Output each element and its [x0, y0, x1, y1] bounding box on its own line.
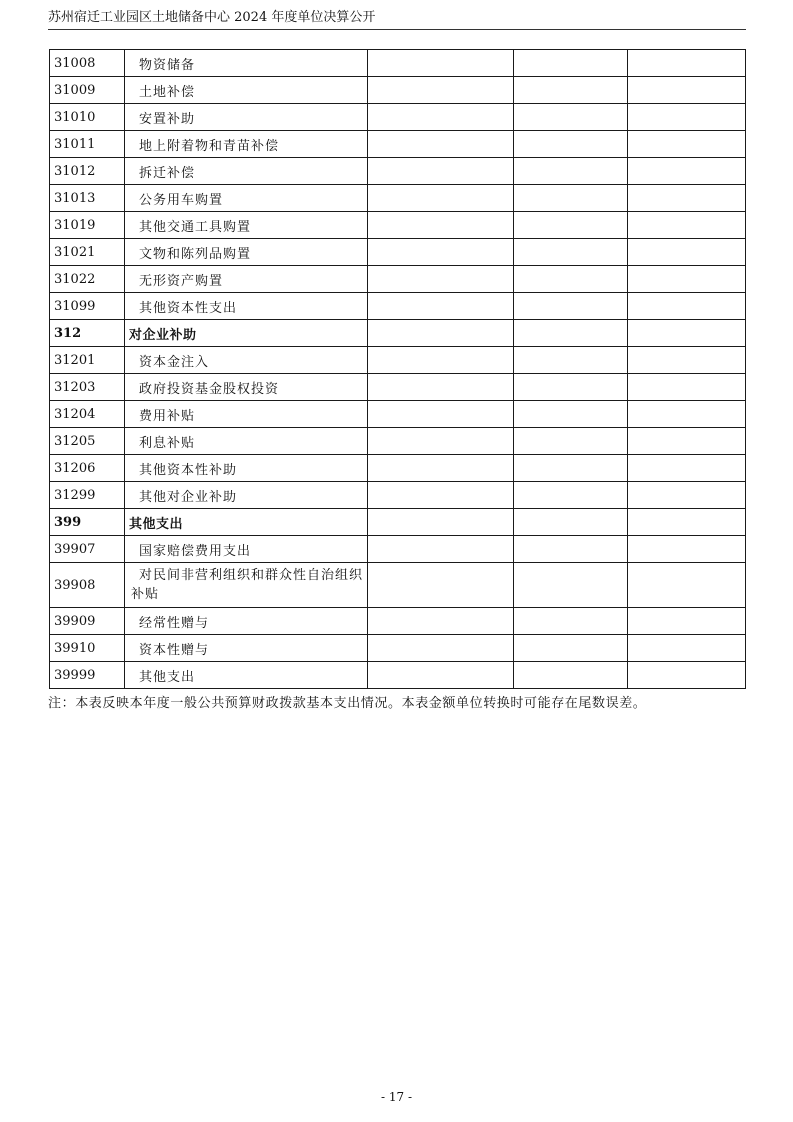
row-value-cell	[368, 455, 514, 482]
row-value-cell	[368, 293, 514, 320]
row-value-cell	[368, 158, 514, 185]
table-row	[50, 77, 746, 104]
row-value-cell	[368, 536, 514, 563]
table-note: 注：本表反映本年度一般公共预算财政拨款基本支出情况。本表金额单位转换时可能存在尾数误差。	[48, 696, 647, 711]
row-value-cell	[514, 401, 628, 428]
row-value-cell	[514, 293, 628, 320]
row-value-cell	[628, 320, 746, 347]
row-name: 公务用车购置	[125, 185, 368, 212]
row-value-cell	[514, 347, 628, 374]
row-value-cell	[368, 428, 514, 455]
row-value-cell	[368, 131, 514, 158]
row-value-cell	[514, 185, 628, 212]
row-code: 31008	[50, 50, 125, 77]
row-code: 312	[50, 320, 125, 347]
row-code: 31205	[50, 428, 125, 455]
row-value-cell	[628, 104, 746, 131]
table-row	[50, 563, 746, 608]
row-code: 31022	[50, 266, 125, 293]
row-value-cell	[514, 482, 628, 509]
row-value-cell	[628, 428, 746, 455]
row-code: 31201	[50, 347, 125, 374]
expenditure-table	[49, 49, 746, 689]
row-name: 土地补偿	[125, 77, 368, 104]
row-value-cell	[628, 239, 746, 266]
row-value-cell	[628, 158, 746, 185]
row-code: 31009	[50, 77, 125, 104]
row-value-cell	[368, 212, 514, 239]
row-value-cell	[368, 608, 514, 635]
row-value-cell	[514, 563, 628, 608]
row-name: 物资储备	[125, 50, 368, 77]
row-value-cell	[368, 662, 514, 689]
row-value-cell	[514, 455, 628, 482]
table-row	[50, 212, 746, 239]
table-row	[50, 131, 746, 158]
row-value-cell	[628, 635, 746, 662]
table-row	[50, 239, 746, 266]
row-value-cell	[514, 374, 628, 401]
row-code: 31203	[50, 374, 125, 401]
row-code: 399	[50, 509, 125, 536]
row-value-cell	[514, 77, 628, 104]
row-value-cell	[514, 608, 628, 635]
row-code: 31011	[50, 131, 125, 158]
row-value-cell	[514, 131, 628, 158]
row-value-cell	[628, 347, 746, 374]
table-row	[50, 185, 746, 212]
row-name: 其他资本性补助	[125, 455, 368, 482]
page-number: - 17 -	[380, 1090, 412, 1104]
row-value-cell	[368, 347, 514, 374]
row-value-cell	[368, 320, 514, 347]
row-name: 对民间非营利组织和群众性自治组织补贴	[125, 563, 368, 608]
row-value-cell	[628, 608, 746, 635]
row-code: 39908	[50, 563, 125, 608]
row-value-cell	[628, 509, 746, 536]
row-value-cell	[368, 482, 514, 509]
table-row	[50, 635, 746, 662]
table-row	[50, 293, 746, 320]
table-row	[50, 428, 746, 455]
row-name: 其他对企业补助	[125, 482, 368, 509]
row-code: 31010	[50, 104, 125, 131]
row-name: 国家赔偿费用支出	[125, 536, 368, 563]
row-code: 39907	[50, 536, 125, 563]
table-body	[50, 50, 746, 689]
row-code: 39909	[50, 608, 125, 635]
row-value-cell	[368, 635, 514, 662]
table-row	[50, 455, 746, 482]
row-name: 资本金注入	[125, 347, 368, 374]
row-name: 其他交通工具购置	[125, 212, 368, 239]
row-value-cell	[368, 50, 514, 77]
table-row	[50, 50, 746, 77]
row-value-cell	[368, 104, 514, 131]
row-name: 利息补贴	[125, 428, 368, 455]
row-value-cell	[514, 158, 628, 185]
row-value-cell	[514, 536, 628, 563]
table-row	[50, 374, 746, 401]
table-group-row	[50, 320, 746, 347]
row-value-cell	[368, 374, 514, 401]
row-name: 其他支出	[125, 662, 368, 689]
row-code: 31206	[50, 455, 125, 482]
table-row	[50, 482, 746, 509]
row-value-cell	[368, 77, 514, 104]
row-value-cell	[368, 563, 514, 608]
table-row	[50, 662, 746, 689]
row-value-cell	[628, 131, 746, 158]
row-value-cell	[628, 662, 746, 689]
row-value-cell	[628, 266, 746, 293]
table-row	[50, 347, 746, 374]
row-name: 安置补助	[125, 104, 368, 131]
row-code: 31012	[50, 158, 125, 185]
table-row	[50, 158, 746, 185]
row-value-cell	[628, 455, 746, 482]
row-value-cell	[368, 239, 514, 266]
row-value-cell	[514, 662, 628, 689]
row-value-cell	[628, 482, 746, 509]
row-name: 其他支出	[125, 509, 368, 536]
row-value-cell	[628, 563, 746, 608]
row-code: 39999	[50, 662, 125, 689]
row-code: 31299	[50, 482, 125, 509]
row-value-cell	[514, 212, 628, 239]
row-value-cell	[514, 104, 628, 131]
table-group-row	[50, 509, 746, 536]
row-name: 无形资产购置	[125, 266, 368, 293]
row-name: 经常性赠与	[125, 608, 368, 635]
row-value-cell	[628, 536, 746, 563]
row-name: 拆迁补偿	[125, 158, 368, 185]
table-row	[50, 266, 746, 293]
row-name: 对企业补助	[125, 320, 368, 347]
row-code: 31099	[50, 293, 125, 320]
table-row	[50, 608, 746, 635]
row-name: 其他资本性支出	[125, 293, 368, 320]
row-code: 31204	[50, 401, 125, 428]
row-value-cell	[514, 509, 628, 536]
row-value-cell	[514, 635, 628, 662]
row-value-cell	[514, 239, 628, 266]
row-name: 费用补贴	[125, 401, 368, 428]
table-row	[50, 401, 746, 428]
row-value-cell	[368, 185, 514, 212]
row-value-cell	[368, 401, 514, 428]
row-value-cell	[368, 266, 514, 293]
row-name: 文物和陈列品购置	[125, 239, 368, 266]
row-value-cell	[514, 320, 628, 347]
row-value-cell	[628, 50, 746, 77]
row-value-cell	[628, 293, 746, 320]
row-value-cell	[628, 185, 746, 212]
row-code: 39910	[50, 635, 125, 662]
row-value-cell	[628, 212, 746, 239]
table-row	[50, 536, 746, 563]
row-code: 31013	[50, 185, 125, 212]
row-name: 资本性赠与	[125, 635, 368, 662]
row-value-cell	[628, 401, 746, 428]
row-value-cell	[514, 428, 628, 455]
header-title: 苏州宿迁工业园区土地储备中心 2024 年度单位决算公开	[48, 10, 376, 25]
row-code: 31019	[50, 212, 125, 239]
row-value-cell	[628, 77, 746, 104]
page-header	[48, 6, 746, 30]
row-value-cell	[514, 50, 628, 77]
row-name: 地上附着物和青苗补偿	[125, 131, 368, 158]
row-value-cell	[514, 266, 628, 293]
row-code: 31021	[50, 239, 125, 266]
row-value-cell	[368, 509, 514, 536]
row-value-cell	[628, 374, 746, 401]
table-row	[50, 104, 746, 131]
row-name: 政府投资基金股权投资	[125, 374, 368, 401]
